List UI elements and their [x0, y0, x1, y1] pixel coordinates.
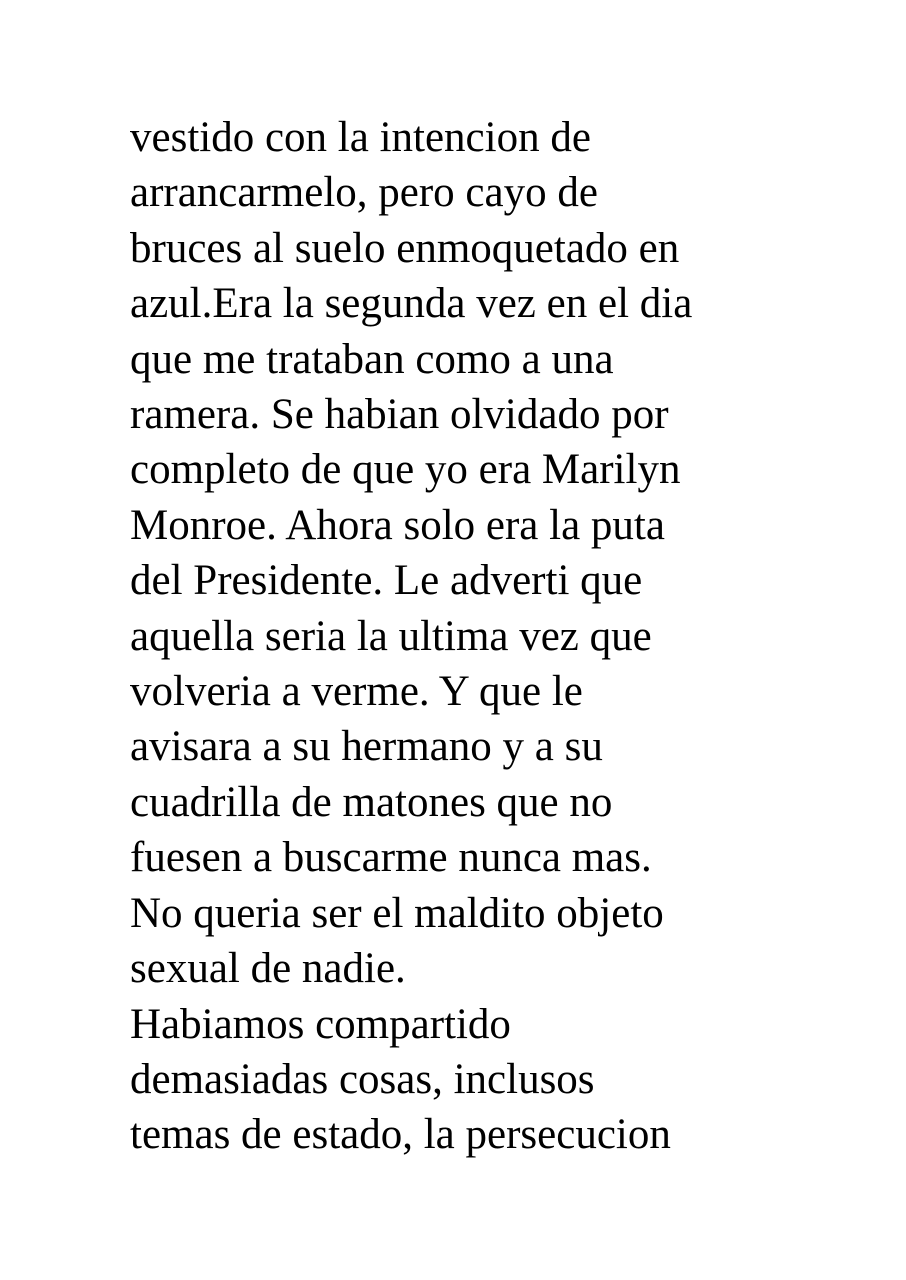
body-text: [130, 110, 830, 1163]
text-line: Monroe. Ahora solo era la puta: [130, 501, 665, 549]
text-line: volveria a verme. Y que le: [130, 668, 583, 716]
text-line: aquella seria la ultima vez que: [130, 612, 652, 660]
text-line: vestido con la intencion de: [130, 114, 591, 161]
text-line: No queria ser el maldito objeto: [130, 889, 664, 937]
text-line: avisara a su hermano y a su: [130, 723, 603, 771]
text-line: temas de estado, la persecucion: [130, 1111, 671, 1159]
text-line: fuesen a buscarme nunca mas.: [130, 834, 652, 882]
text-line: Habiamos compartido: [130, 1000, 511, 1048]
text-line: ramera. Se habian olvidado por: [130, 391, 669, 439]
text-line: demasiadas cosas, inclusos: [130, 1055, 595, 1103]
text-line: sexual de nadie.: [130, 945, 406, 993]
text-line: completo de que yo era Marilyn: [130, 446, 681, 494]
text-line: bruces al suelo enmoquetado en: [130, 224, 680, 272]
text-line: cuadrilla de matones que no: [130, 778, 613, 826]
text-line: del Presidente. Le adverti que: [130, 557, 643, 605]
text-line: azul.Era la segunda vez en el dia: [130, 280, 693, 328]
text-line: arrancarmelo, pero cayo de: [130, 169, 598, 217]
text-line: que me trataban como a una: [130, 335, 614, 383]
